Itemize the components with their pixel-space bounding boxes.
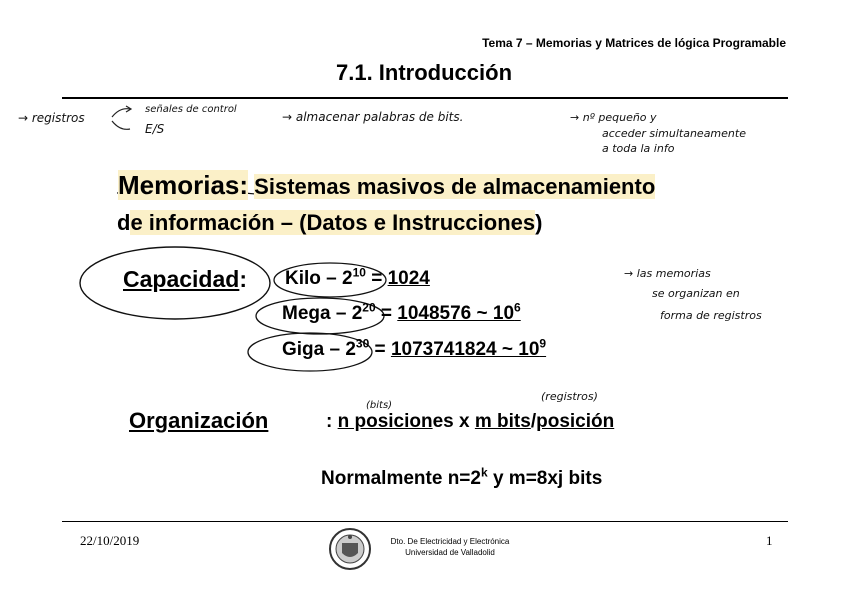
kilo-eq: = [365,268,388,289]
dept-line-2: Universidad de Valladolid [405,548,495,557]
org-n-pos: n posicion [337,411,433,432]
mega-value-exp: 6 [514,300,521,315]
hw-bits: (bits) [366,400,393,411]
memorias-line-2 [117,210,542,236]
mega-prefix: Mega – 2 [282,303,363,324]
hw-es: E/S [145,122,165,136]
norm-text-1: Normalmente n=2 [321,468,481,489]
kilo-value: 1024 [387,268,430,289]
capacidad-label: Capacidad [123,266,240,292]
mega-eq: = [375,303,398,324]
giga-value-exp: 9 [539,336,547,351]
hw-toda-info: a toda la info [602,142,675,155]
org-slash: / [530,411,537,432]
mega-value: 1048576 ~ 10 [397,303,515,324]
memorias-text-2: e información – (Datos e Instrucciones [130,210,536,235]
page-number: 1 [766,533,773,548]
giga-row [282,336,547,361]
hw-almacenar: → almacenar palabras de bits. [282,110,464,124]
org-posicion: posición [536,411,615,432]
organizacion-value [326,411,614,433]
mega-exp: 20 [362,300,376,315]
page-title: 7.1. Introducción [335,60,513,85]
giga-eq: = [369,339,391,360]
memorias-line-1 [118,170,655,201]
hw-memorias-note-2: se organizan en [652,287,740,300]
hw-memorias-note-3: forma de registros [660,309,762,322]
hw-memorias-note-1: → las memorias [624,267,711,280]
org-m-bits: m bits [474,411,531,432]
org-es-x: es x [432,411,475,432]
norm-text-2: y m=8xj bits [487,468,603,489]
hw-senales-control: señales de control [145,104,237,115]
footer-rule [62,521,788,522]
kilo-prefix: Kilo – 2 [285,268,353,289]
topic-header: Tema 7 – Memorias y Matrices de lógica Programable [482,36,786,50]
giga-exp: 30 [355,336,370,351]
norm-exp: k [480,465,488,480]
giga-prefix: Giga – 2 [282,339,356,360]
memorias-text-d: d [117,210,131,235]
hw-registros: → registros [18,111,85,125]
hw-registros-paren: (registros) [541,390,598,403]
footer-department [360,536,540,558]
dept-line-1: Dto. De Electricidad y Electrónica [390,537,510,546]
hw-acceder: acceder simultaneamente [602,127,746,140]
memorias-label: Memorias: [118,170,249,200]
organizacion-label-row [129,408,268,434]
normalmente-line [321,465,603,490]
organizacion-label: Organización [129,408,269,433]
memorias-text-1: Sistemas masivos de almacenamiento [254,174,656,199]
kilo-exp: 10 [352,265,366,280]
footer-date: 22/10/2019 [80,533,140,548]
org-colon: : [326,411,338,432]
mega-value-wrap [397,300,521,324]
giga-value: 1073741824 ~ 10 [390,339,540,360]
memorias-text-end: ) [535,210,543,235]
giga-value-wrap [390,336,547,360]
capacidad-label-row [123,266,247,293]
hw-pequeno: → nº pequeño y [570,111,657,124]
kilo-row [285,265,430,290]
mega-row [282,300,521,325]
capacidad-colon: : [239,266,247,292]
